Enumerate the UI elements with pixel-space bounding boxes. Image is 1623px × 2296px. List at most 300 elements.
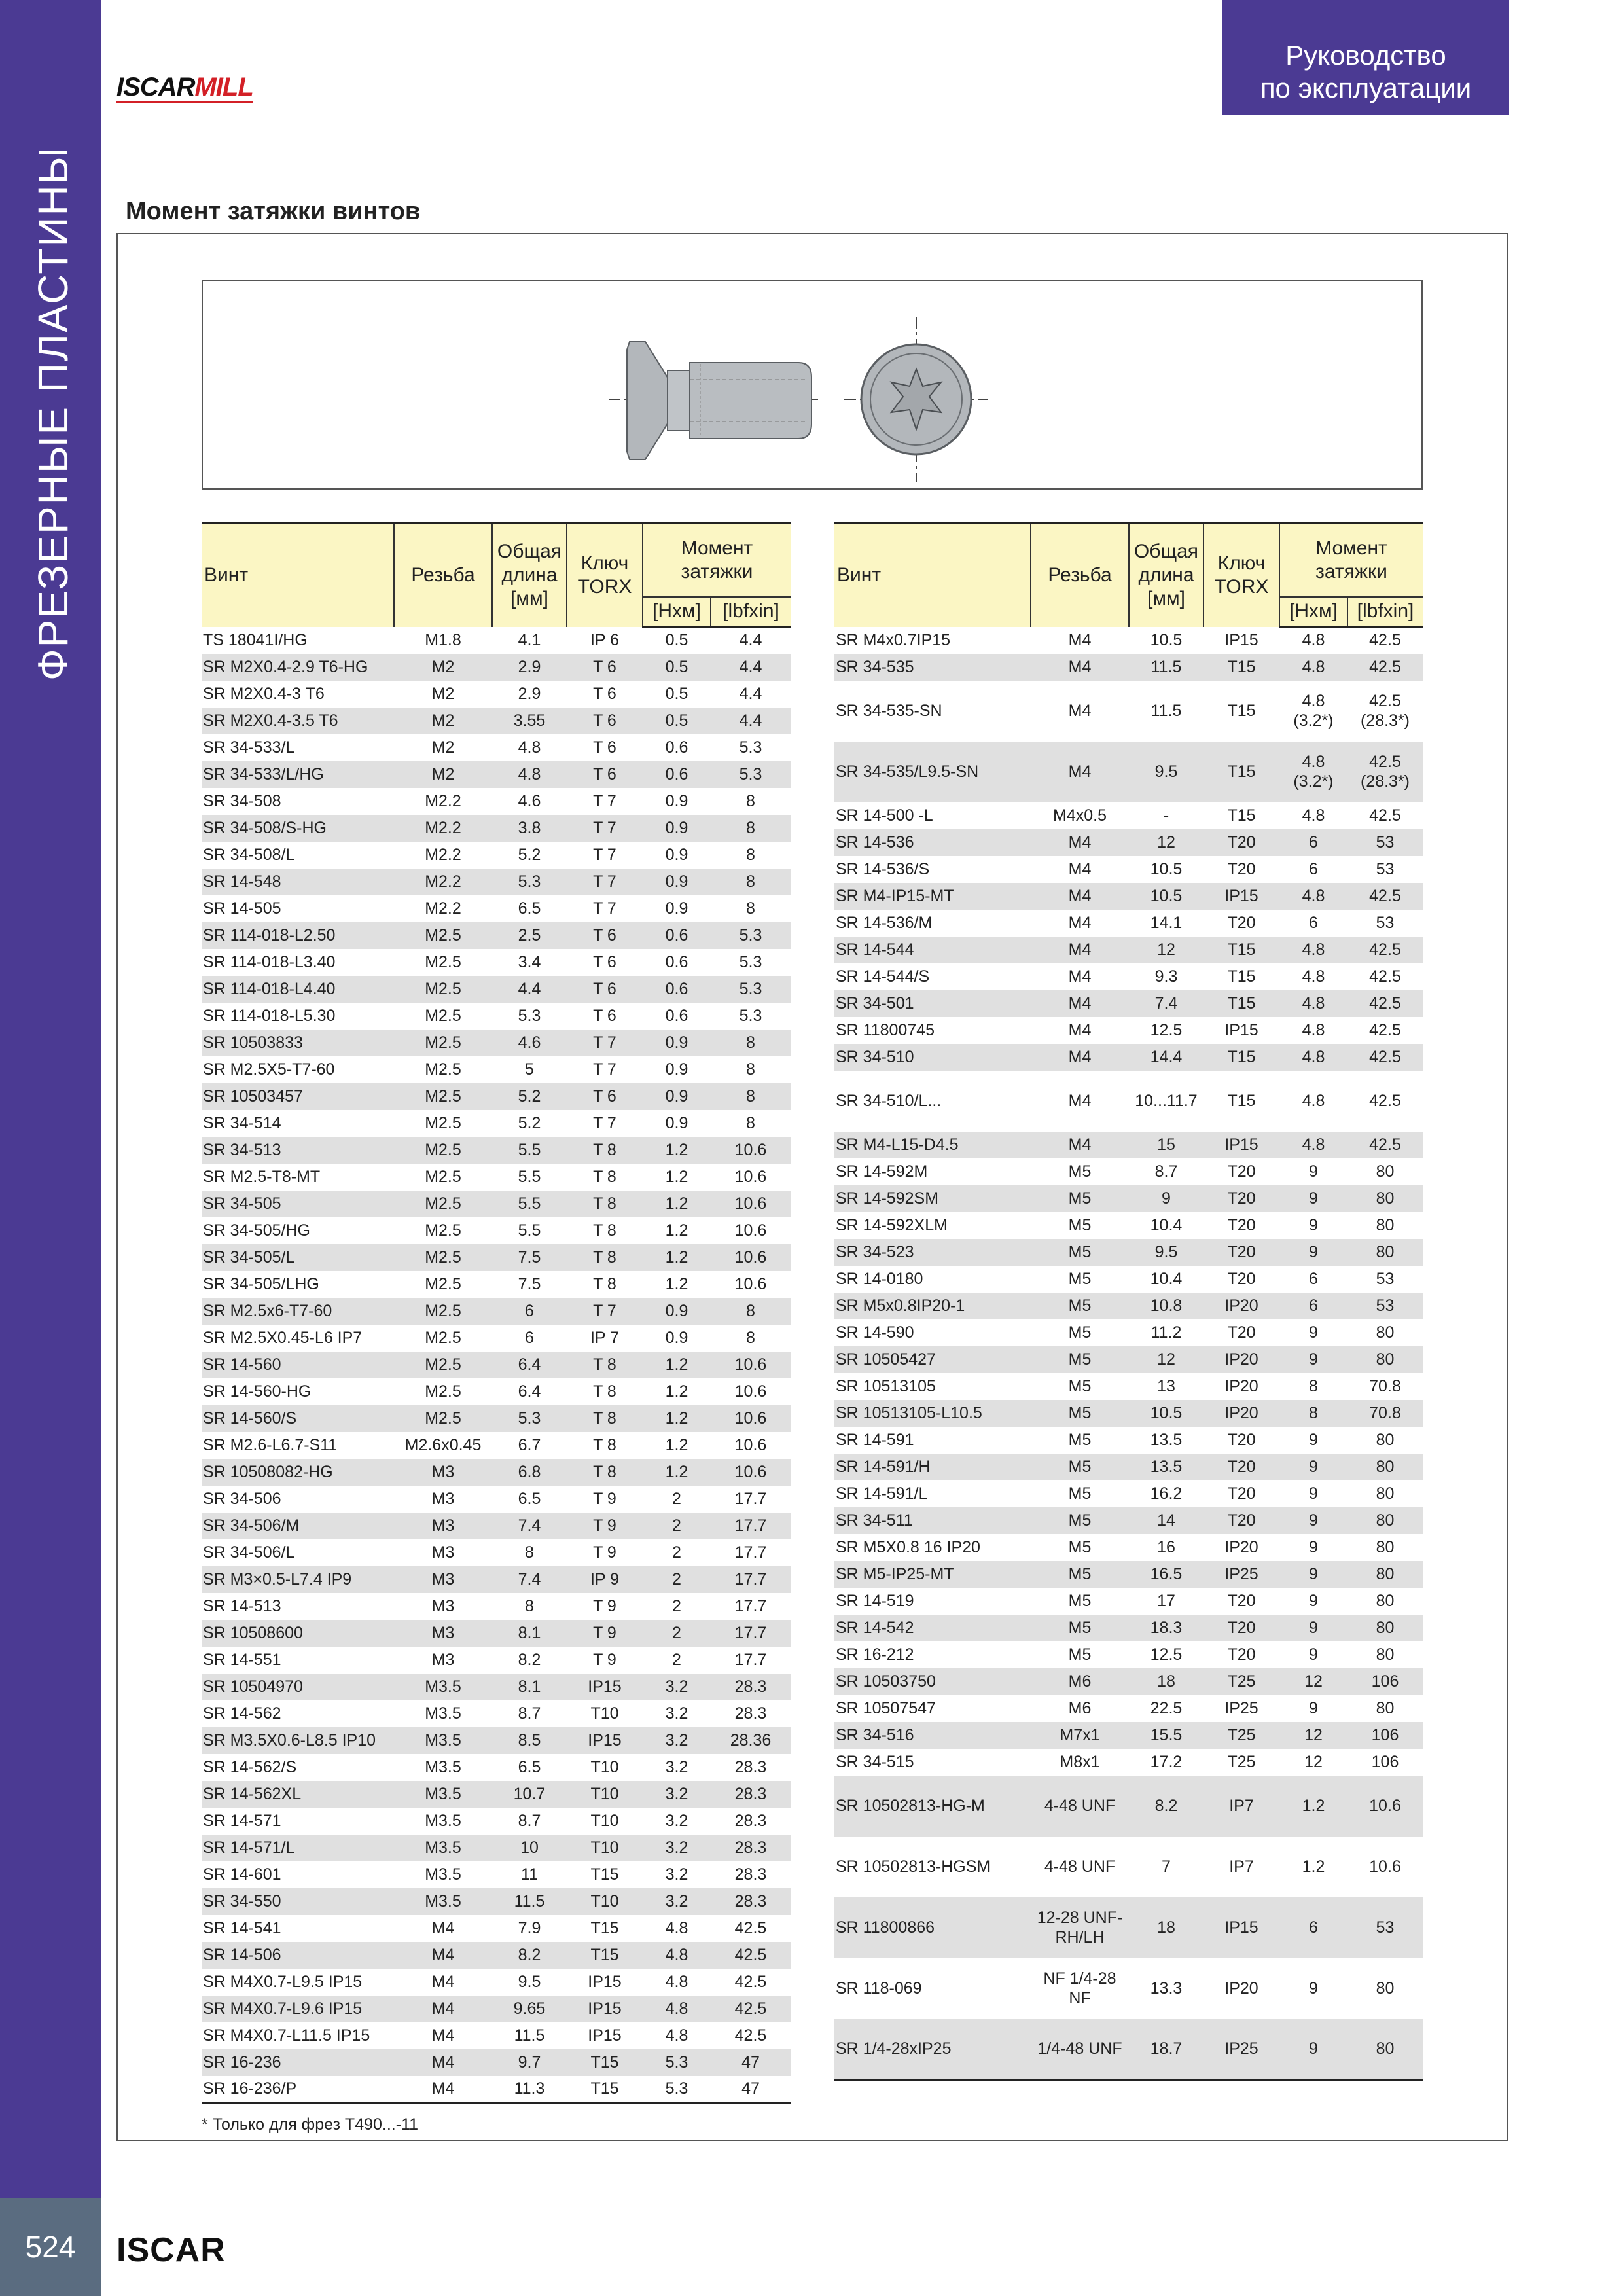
cell-screw: SR 10502813-HG-M [836, 1797, 985, 1815]
cell-torque-lbf: 42.5 [1369, 1020, 1401, 1039]
cell-key: T 6 [593, 738, 616, 757]
cell-screw: SR 14-506 [203, 1945, 281, 1964]
table-row [834, 2019, 1423, 2080]
cell-length: 9.65 [513, 1999, 546, 2018]
cell-length: 15 [1157, 1135, 1175, 1154]
cell-key: T15 [590, 1945, 619, 1964]
cell-thread: M2.2 [425, 872, 461, 891]
cell-length: 2.9 [518, 657, 541, 676]
cell-screw: SR 10503750 [836, 1672, 936, 1691]
cell-screw: SR 10513105 [836, 1376, 936, 1395]
table-row [834, 1561, 1423, 1588]
cell-key: T15 [1227, 994, 1256, 1013]
cell-length: 9.5 [1154, 1242, 1178, 1261]
cell-key: T 7 [593, 1113, 616, 1132]
cell-thread: M4 [1068, 702, 1092, 720]
cell-key: T 6 [593, 925, 616, 944]
cell-torque-lbf: 5.3 [739, 764, 762, 783]
table-row [834, 1044, 1423, 1071]
cell-length: 14.4 [1150, 1047, 1183, 1066]
cell-length: 7.5 [518, 1274, 541, 1293]
header-length: Общая длина [мм] [492, 524, 567, 627]
table-row [202, 761, 791, 788]
cell-thread: M2.5 [425, 1408, 461, 1427]
cell-torque-nm: 5.3 [665, 2053, 688, 2072]
manual-tag-line1: Руководство [1285, 40, 1446, 71]
cell-length: 3.55 [513, 711, 546, 730]
cell-torque-lbf: 8 [746, 899, 755, 918]
cell-torque-nm: 3.2 [665, 1757, 688, 1776]
cell-screw: SR 10503833 [203, 1033, 303, 1052]
cell-key: T 7 [593, 872, 616, 891]
cell-length: 6.8 [518, 1462, 541, 1481]
cell-thread: M2.5 [425, 1382, 461, 1401]
cell-key: T15 [567, 2076, 643, 2103]
cell-screw: SR 14-560-HG [203, 1382, 312, 1401]
cell-thread: M2.5 [425, 1194, 461, 1213]
cell-length: 8.2 [518, 1650, 541, 1669]
footnote: * Только для фрез T490...-11 [202, 2115, 419, 2134]
table-row [202, 627, 791, 654]
header-torque-nm: [Нхм] [1279, 597, 1347, 627]
cell-screw: SR 14-505 [203, 899, 281, 918]
cell-length: 22.5 [1150, 1698, 1183, 1717]
header-torque-nm: [Нхм] [643, 597, 711, 627]
cell-torque-nm: 4.8 [1302, 994, 1325, 1013]
cell-thread: M6 [1068, 1698, 1092, 1717]
cell-screw: SR 14-519 [836, 1591, 914, 1610]
header-length: Общая длина [мм] [1129, 524, 1204, 627]
cell-key: T25 [1227, 1752, 1256, 1771]
cell-screw: SR 34-533/L/HG [203, 764, 324, 783]
cell-torque-nm: 9 [1309, 1162, 1318, 1181]
cell-torque-nm: 2 [672, 1650, 681, 1669]
cell-torque-lbf: 80 [1376, 1215, 1395, 1234]
cell-torque-nm: 0.9 [665, 845, 688, 864]
cell-thread: M3.5 [425, 1757, 461, 1776]
table-row [202, 1566, 791, 1593]
cell-screw: SR 14-571 [203, 1811, 281, 1830]
cell-screw: SR 11800866 [836, 1918, 935, 1937]
cell-torque-lbf: 5.3 [739, 952, 762, 971]
cell-screw: SR 114-018-L3.40 [203, 952, 336, 971]
cell-screw: SR 14-562 [203, 1704, 281, 1723]
cell-screw: SR 34-508 [203, 791, 281, 810]
cell-length: 17.2 [1150, 1752, 1183, 1771]
cell-torque-lbf: 8 [746, 791, 755, 810]
cell-torque-nm: 1.2 [665, 1355, 688, 1374]
cell-length: 8.2 [518, 1945, 541, 1964]
cell-torque-nm: 4.8 [1302, 940, 1325, 959]
cell-screw: SR 14-562XL [203, 1784, 302, 1803]
cell-torque-nm: 0.6 [665, 925, 688, 944]
cell-torque-nm: 0.5 [665, 684, 688, 703]
cell-torque-nm: 1.2 [1302, 1857, 1325, 1876]
cell-torque-nm: 0.9 [665, 872, 688, 891]
cell-thread: M5 [1068, 1242, 1092, 1261]
cell-screw: SR 11800745 [836, 1020, 935, 1039]
cell-torque-lbf: 42.5 [1369, 940, 1401, 959]
cell-thread: M4 [1068, 859, 1092, 878]
cell-key: T15 [1227, 806, 1256, 825]
cell-torque-nm: 9 [1309, 1350, 1318, 1369]
cell-torque-lbf: 80 [1376, 1645, 1395, 1664]
cell-torque-nm: 0.9 [665, 1086, 688, 1105]
cell-key: IP15 [588, 1999, 622, 2018]
cell-length: 4.4 [518, 979, 541, 998]
cell-screw: SR M4x0.7IP15 [836, 630, 951, 649]
cell-torque-nm: 6 [1309, 913, 1318, 932]
table-row [202, 1325, 791, 1352]
cell-torque-nm: 4.8 (3.2*) [1293, 692, 1334, 730]
cell-torque-nm: 1.2 [665, 1382, 688, 1401]
cell-screw: SR M2.5x6-T7-60 [203, 1301, 332, 1320]
cell-torque-nm: 0.6 [665, 979, 688, 998]
cell-torque-lbf: 10.6 [734, 1247, 767, 1266]
cell-key: T 8 [593, 1247, 616, 1266]
cell-screw: SR 14-592M [836, 1162, 928, 1181]
cell-torque-lbf: 5.3 [739, 925, 762, 944]
cell-key: T 9 [593, 1543, 616, 1562]
cell-key: IP7 [1229, 1797, 1254, 1815]
cell-length: 13 [1157, 1376, 1175, 1395]
cell-thread: M4 [431, 1972, 455, 1991]
table-row [202, 2049, 791, 2076]
cell-thread: M3.5 [425, 1892, 461, 1910]
cell-torque-nm: 4.8 [1302, 1135, 1325, 1154]
screw-thread [690, 363, 812, 439]
cell-torque-nm: 8 [1309, 1376, 1318, 1395]
cell-torque-lbf: 106 [1371, 1752, 1399, 1771]
cell-thread: M5 [1068, 1296, 1092, 1315]
cell-thread: M4 [1068, 657, 1092, 676]
table-row [834, 883, 1423, 910]
cell-torque-lbf: 53 [1376, 1918, 1395, 1937]
cell-screw: SR 10513105-L10.5 [836, 1403, 982, 1422]
cell-screw: SR 14-542 [836, 1618, 914, 1637]
cell-thread: M4 [431, 1918, 455, 1937]
cell-key: T 7 [593, 791, 616, 810]
cell-thread: M2 [431, 657, 455, 676]
table-row [202, 1298, 791, 1325]
cell-length: 13.3 [1150, 1979, 1183, 1998]
cell-key: T10 [590, 1757, 619, 1776]
table-row [202, 1942, 791, 1969]
cell-thread: M3.5 [425, 1784, 461, 1803]
cell-screw: SR 14-544/S [836, 967, 930, 986]
cell-screw: SR M2.6-L6.7-S11 [203, 1435, 338, 1454]
cell-key: T20 [1227, 833, 1256, 852]
table-row [202, 1835, 791, 1861]
cell-length: 12.5 [1150, 1645, 1183, 1664]
cell-screw: SR 10508600 [203, 1623, 303, 1642]
table-row [834, 990, 1423, 1017]
table-row [834, 1346, 1423, 1373]
cell-key: T 6 [593, 764, 616, 783]
table-row [202, 815, 791, 842]
table-row [834, 1480, 1423, 1507]
cell-torque-nm: 4.8 [1302, 886, 1325, 905]
cell-length: 11.2 [1150, 1323, 1182, 1342]
cell-length: 14 [1157, 1511, 1175, 1530]
cell-thread: M2.5 [425, 952, 461, 971]
cell-torque-nm: 4.8 [665, 1972, 688, 1991]
table-row [202, 1539, 791, 1566]
cell-key: T25 [1227, 1725, 1256, 1744]
cell-screw: SR 14-562/S [203, 1757, 297, 1776]
cell-thread: M3.5 [425, 1677, 461, 1696]
cell-key: T 6 [593, 657, 616, 676]
cell-screw: SR M4X0.7-L11.5 IP15 [203, 2026, 370, 2045]
cell-thread: M2.5 [425, 1033, 461, 1052]
cell-thread: M2 [431, 764, 455, 783]
cell-screw: SR M2.5X0.45-L6 IP7 [203, 1328, 363, 1347]
cell-length: 5.5 [518, 1167, 541, 1186]
cell-length: 14.1 [1150, 913, 1183, 932]
cell-key: IP15 [1224, 886, 1258, 905]
cell-thread: NF 1/4-28 NF [1043, 1969, 1116, 2007]
cell-length: 11 [521, 1865, 538, 1884]
table-row [202, 1191, 791, 1217]
cell-length: 10.5 [1150, 886, 1183, 905]
header-screw: Винт [202, 524, 394, 627]
cell-key: T20 [1227, 1215, 1256, 1234]
cell-torque-nm: 5.3 [643, 2076, 711, 2103]
cell-key: T 8 [593, 1462, 616, 1481]
table-row [834, 1534, 1423, 1561]
cell-key: T15 [590, 1865, 619, 1884]
left-sidebar [0, 0, 101, 2198]
cell-torque-lbf: 80 [1347, 2019, 1423, 2080]
cell-thread: M2 [431, 738, 455, 757]
cell-key: T20 [1227, 1618, 1256, 1637]
cell-length: 9.5 [518, 1972, 541, 1991]
cell-torque-lbf: 10.6 [734, 1194, 767, 1213]
cell-torque-lbf: 10.6 [734, 1221, 767, 1240]
cell-torque-lbf: 28.3 [734, 1677, 767, 1696]
cell-torque-nm: 4.8 [665, 1945, 688, 1964]
cell-thread: M2.5 [425, 1301, 461, 1320]
table-row [202, 1405, 791, 1432]
cell-torque-lbf: 28.36 [730, 1731, 772, 1749]
cell-torque-lbf: 80 [1376, 1457, 1395, 1476]
cell-torque-nm: 4.8 [1302, 657, 1325, 676]
screw-illustration [203, 281, 1421, 488]
cell-key: T 9 [593, 1650, 616, 1669]
cell-thread: M3 [431, 1570, 455, 1588]
cell-key: T 6 [593, 979, 616, 998]
cell-length: 3.4 [518, 952, 541, 971]
cell-torque-lbf: 80 [1376, 1979, 1395, 1998]
cell-screw: SR 34-535-SN [836, 702, 942, 720]
table-row [202, 895, 791, 922]
cell-key: T20 [1227, 859, 1256, 878]
cell-screw: SR 34-513 [203, 1140, 281, 1159]
cell-torque-lbf: 8 [746, 1301, 755, 1320]
section-heading: Момент затяжки винтов [126, 198, 421, 225]
cell-screw: SR 14-591 [836, 1430, 914, 1449]
cell-torque-nm: 0.5 [665, 711, 688, 730]
cell-torque-nm: 4.8 [1302, 1092, 1325, 1110]
cell-length: 4.6 [518, 1033, 541, 1052]
cell-thread: M5 [1068, 1511, 1092, 1530]
cell-torque-lbf: 42.5 [734, 1999, 767, 2018]
cell-key: T15 [590, 1918, 619, 1937]
table-row [834, 1212, 1423, 1239]
table-row [834, 1400, 1423, 1427]
table-row [202, 1432, 791, 1459]
cell-thread: M3.5 [425, 1731, 461, 1749]
cell-length: 15.5 [1150, 1725, 1183, 1744]
cell-key: T 6 [593, 684, 616, 703]
cell-thread: M2 [431, 684, 455, 703]
cell-thread: M5 [1068, 1189, 1092, 1208]
cell-length: 7.5 [518, 1247, 541, 1266]
cell-screw: SR 34-505/LHG [203, 1274, 319, 1293]
table-row [834, 1454, 1423, 1480]
cell-key: T15 [1227, 1092, 1256, 1110]
cell-key: T20 [1227, 1162, 1256, 1181]
table-row [202, 2076, 791, 2103]
cell-length: 7.9 [518, 1918, 541, 1937]
cell-length: 9.7 [518, 2053, 541, 2072]
cell-key: T25 [1227, 1672, 1256, 1691]
cell-torque-lbf: 17.7 [734, 1516, 767, 1535]
cell-length: 2.9 [518, 684, 541, 703]
cell-thread: M4 [394, 2076, 492, 2103]
cell-length: 4.1 [518, 630, 541, 649]
cell-key: T15 [590, 2053, 619, 2072]
cell-length: 5.2 [518, 845, 541, 864]
screw-neck [668, 370, 691, 431]
cell-thread: M2.2 [425, 791, 461, 810]
cell-screw: SR 16-236/P [202, 2076, 394, 2103]
cell-length: 5.3 [518, 1006, 541, 1025]
cell-torque-nm: 2 [672, 1489, 681, 1508]
cell-key: T 7 [593, 1060, 616, 1079]
cell-length: 12.5 [1150, 1020, 1183, 1039]
cell-torque-nm: 3.2 [665, 1784, 688, 1803]
cell-length: 9.3 [1154, 967, 1178, 986]
table-row [202, 842, 791, 869]
table-row [834, 1319, 1423, 1346]
cell-length: 11.5 [1150, 657, 1182, 676]
cell-key: IP20 [1224, 1296, 1258, 1315]
cell-length: 7 [1162, 1857, 1171, 1876]
cell-key: T10 [590, 1811, 619, 1830]
cell-torque-lbf: 4.4 [739, 711, 762, 730]
cell-torque-nm: 1.2 [665, 1140, 688, 1159]
cell-screw: SR 14-601 [203, 1865, 281, 1884]
cell-length: 16.5 [1150, 1564, 1183, 1583]
table-row [202, 1996, 791, 2022]
table-row [202, 1244, 791, 1271]
cell-thread: M2.5 [425, 1140, 461, 1159]
table-row [834, 829, 1423, 856]
cell-screw: SR 14-500 -L [836, 806, 933, 825]
cell-torque-nm: 9 [1309, 1537, 1318, 1556]
cell-torque-nm: 1.2 [665, 1408, 688, 1427]
cell-key: T 6 [593, 1086, 616, 1105]
cell-key: IP20 [1224, 1403, 1258, 1422]
table-row [202, 2022, 791, 2049]
cell-screw: SR 118-069 [836, 1979, 922, 1998]
cell-length: 8.1 [518, 1623, 541, 1642]
cell-torque-lbf: 80 [1376, 1537, 1395, 1556]
cell-key: T20 [1227, 1242, 1256, 1261]
cell-torque-nm: 6 [1309, 1269, 1318, 1288]
cell-length: 10.8 [1150, 1296, 1183, 1315]
cell-torque-lbf: 28.3 [734, 1811, 767, 1830]
cell-torque-lbf: 17.7 [734, 1570, 767, 1588]
cell-key: T 6 [593, 1006, 616, 1025]
cell-torque-lbf: 10.6 [734, 1167, 767, 1186]
cell-torque-lbf: 42.5 [734, 2026, 767, 2045]
cell-key: T 7 [593, 899, 616, 918]
cell-torque-lbf: 8 [746, 1033, 755, 1052]
cell-torque-lbf: 8 [746, 845, 755, 864]
header-torque-lbf: [lbfxin] [1347, 597, 1423, 627]
cell-torque-lbf: 42.5 (28.3*) [1360, 692, 1410, 730]
cell-screw: SR 34-535/L9.5-SN [836, 762, 979, 781]
cell-length: 2.5 [518, 925, 541, 944]
cell-key: T20 [1227, 1511, 1256, 1530]
page-number: 524 [0, 2198, 101, 2296]
cell-length: 6.5 [518, 1489, 541, 1508]
cell-torque-nm: 12 [1304, 1672, 1323, 1691]
cell-screw: SR 34-508/L [203, 845, 295, 864]
cell-torque-nm: 4.8 [1302, 631, 1325, 650]
cell-torque-nm: 12 [1304, 1752, 1323, 1771]
cell-torque-lbf: 42.5 [1369, 994, 1401, 1013]
table-row [834, 654, 1423, 681]
table-row [202, 1861, 791, 1888]
cell-screw: SR 34-510/L... [836, 1092, 942, 1110]
cell-key: IP7 [1229, 1857, 1254, 1876]
table-row [202, 1754, 791, 1781]
table-row [834, 1776, 1423, 1837]
cell-torque-lbf: 5.3 [739, 979, 762, 998]
table-row [834, 1615, 1423, 1641]
cell-key: T 9 [593, 1623, 616, 1642]
cell-screw: SR 14-544 [836, 940, 914, 959]
cell-thread: M3 [431, 1462, 455, 1481]
cell-screw: SR M3×0.5-L7.4 IP9 [203, 1570, 352, 1588]
table-row [834, 1507, 1423, 1534]
cell-torque-nm: 9 [1309, 1430, 1318, 1449]
cell-torque-lbf: 8 [746, 1060, 755, 1079]
cell-torque-nm: 0.9 [665, 1328, 688, 1347]
cell-length: - [1163, 806, 1169, 825]
cell-torque-nm: 0.6 [665, 1006, 688, 1025]
cell-thread: M5 [1068, 1162, 1092, 1181]
cell-key: T 8 [593, 1274, 616, 1293]
cell-length: 4.8 [518, 738, 541, 757]
cell-torque-lbf: 10.6 [1369, 1797, 1401, 1815]
cell-torque-lbf: 28.3 [734, 1704, 767, 1723]
cell-length: 4.6 [518, 791, 541, 810]
cell-torque-nm: 4.8 [665, 1918, 688, 1937]
cell-screw: SR M2X0.4-2.9 T6-HG [203, 657, 368, 676]
cell-key: IP25 [1204, 2019, 1279, 2080]
cell-key: IP15 [1224, 630, 1258, 649]
table-row [202, 1700, 791, 1727]
cell-torque-lbf: 28.3 [734, 1865, 767, 1884]
cell-screw: SR 1/4-28xIP25 [834, 2019, 1031, 2080]
table-row [202, 1969, 791, 1996]
cell-torque-lbf: 10.6 [734, 1274, 767, 1293]
cell-torque-lbf: 28.3 [734, 1784, 767, 1803]
